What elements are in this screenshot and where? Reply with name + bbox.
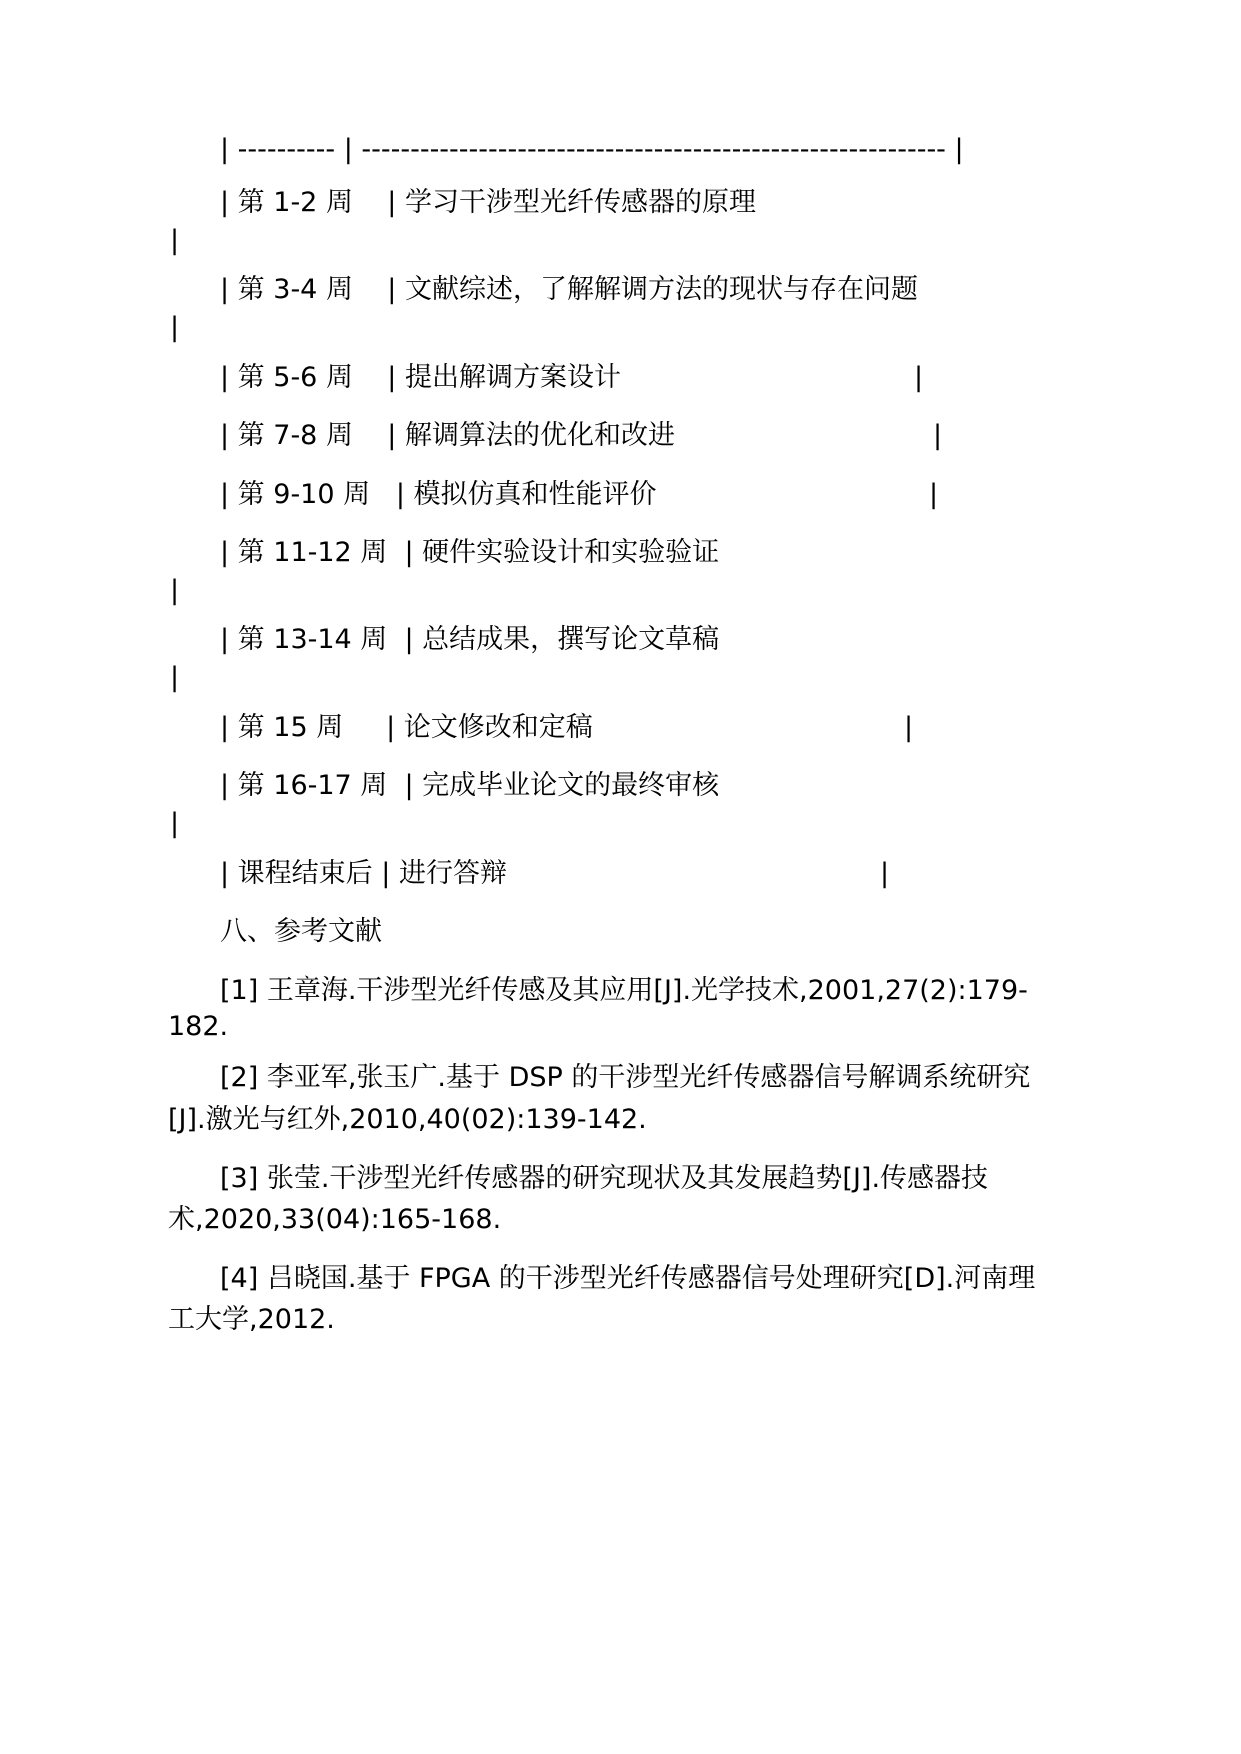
table-row-text: | 第 15 周 | 论文修改和定稿 [220,712,593,743]
table-row-text: | 第 16-17 周 | 完成毕业论文的最终审核 [220,770,720,801]
reference-line: [4] 吕晓国.基于 FPGA 的干涉型光纤传感器信号处理研究[D].河南理 [220,1263,1036,1294]
reference-line: [J].激光与红外,2010,40(02):139-142. [168,1104,647,1135]
table-row-end-pipe: | [929,479,939,510]
reference-line: [1] 王章海.干涉型光纤传感及其应用[J].光学技术,2001,27(2):179- [220,975,1028,1006]
reference-line: 182. [168,1011,229,1042]
table-row-end-pipe: | [170,808,180,839]
table-separator: | ---------- | ------------------------------------------------------------ | [220,134,964,165]
reference-line: 工大学,2012. [168,1304,335,1335]
table-row-end-pipe: | [170,662,180,693]
table-row-text: | 第 13-14 周 | 总结成果，撰写论文草稿 [220,624,720,655]
table-row-text: | 第 1-2 周 | 学习干涉型光纤传感器的原理 [220,187,756,218]
table-row-end-pipe: | [914,362,924,393]
table-row-end-pipe: | [904,712,914,743]
reference-line: [3] 张莹.干涉型光纤传感器的研究现状及其发展趋势[J].传感器技 [220,1163,989,1194]
reference-line: [2] 李亚军,张玉广.基于 DSP 的干涉型光纤传感器信号解调系统研究 [220,1062,1031,1093]
table-row-text: | 课程结束后 | 进行答辩 [220,858,507,889]
table-row-end-pipe: | [170,312,180,343]
section-heading: 八、参考文献 [220,916,382,947]
table-row-text: | 第 3-4 周 | 文献综述，了解解调方法的现状与存在问题 [220,274,918,305]
table-row-end-pipe: | [170,575,180,606]
table-row-text: | 第 11-12 周 | 硬件实验设计和实验验证 [220,537,720,568]
table-row-end-pipe: | [880,858,890,889]
table-row-end-pipe: | [933,420,943,451]
table-row-end-pipe: | [170,225,180,256]
reference-line: 术,2020,33(04):165-168. [168,1204,502,1235]
table-row-text: | 第 5-6 周 | 提出解调方案设计 [220,362,621,393]
table-row-text: | 第 9-10 周 | 模拟仿真和性能评价 [220,479,657,510]
table-row-text: | 第 7-8 周 | 解调算法的优化和改进 [220,420,675,451]
